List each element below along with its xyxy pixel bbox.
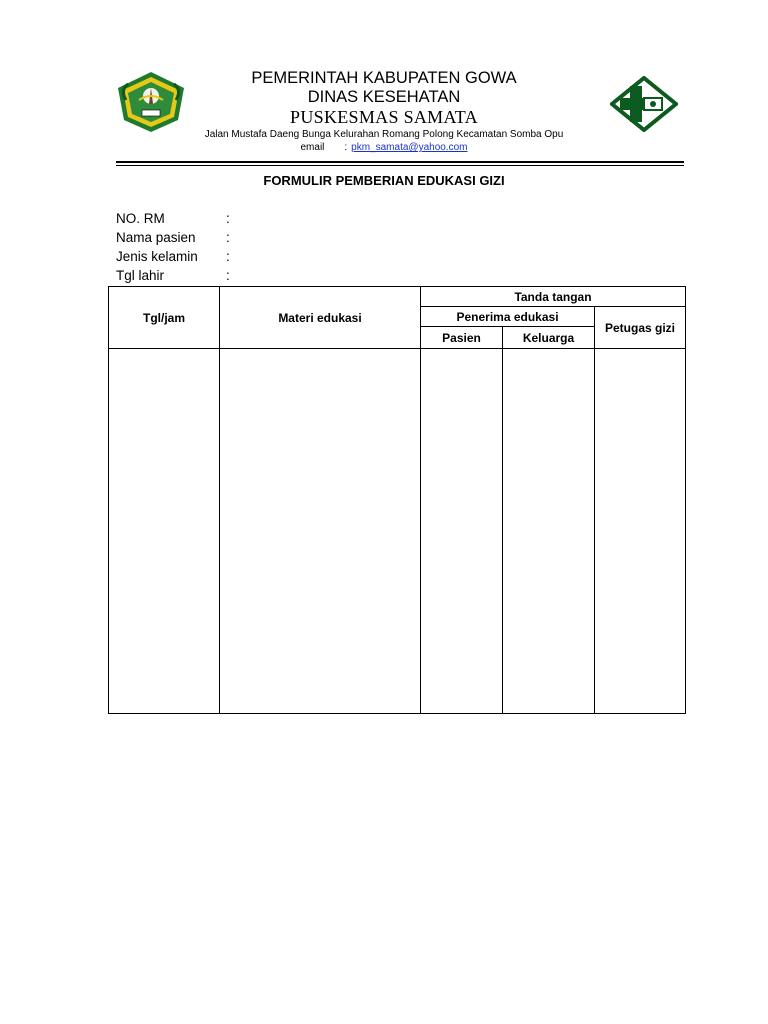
col-header-pasien: Pasien <box>421 327 503 349</box>
col-header-keluarga: Keluarga <box>503 327 595 349</box>
field-colon: : <box>226 230 230 245</box>
field-label: Jenis kelamin <box>116 249 198 264</box>
col-header-petugas: Petugas gizi <box>595 307 686 349</box>
header-address: Jalan Mustafa Daeng Bunga Kelurahan Romang Polong Kecamatan Somba Opu <box>204 129 564 140</box>
cell-tgl-jam[interactable] <box>109 349 220 714</box>
field-label: Tgl lahir <box>116 268 165 283</box>
field-colon: : <box>226 268 230 283</box>
col-header-materi: Materi edukasi <box>220 287 421 349</box>
cell-keluarga[interactable] <box>503 349 595 714</box>
education-table <box>108 286 686 714</box>
cell-pasien[interactable] <box>421 349 503 714</box>
field-jenis-kelamin <box>116 249 230 264</box>
form-title: FORMULIR PEMBERIAN EDUKASI GIZI <box>263 173 505 188</box>
cell-materi[interactable] <box>220 349 421 714</box>
email-label: email <box>300 142 325 153</box>
field-colon: : <box>226 249 230 264</box>
col-header-tanda-tangan: Tanda tangan <box>421 287 686 307</box>
header-puskesmas: PUSKESMAS SAMATA <box>290 107 478 127</box>
field-no-rm <box>116 211 230 226</box>
field-label: Nama pasien <box>116 230 196 245</box>
field-nama-pasien <box>116 230 230 245</box>
email-colon: : <box>344 142 348 153</box>
field-tgl-lahir <box>116 268 230 283</box>
field-label: NO. RM <box>116 211 165 226</box>
col-header-penerima: Penerima edukasi <box>421 307 595 327</box>
email-link[interactable]: pkm_samata@yahoo.com <box>351 142 468 153</box>
cell-petugas[interactable] <box>595 349 686 714</box>
header-government: PEMERINTAH KABUPATEN GOWA <box>251 69 517 87</box>
field-colon: : <box>226 211 230 226</box>
header-email-line <box>0 142 768 153</box>
header-department: DINAS KESEHATAN <box>307 88 461 106</box>
col-header-tgl-jam: Tgl/jam <box>109 287 220 349</box>
header-divider-thin <box>116 165 684 166</box>
header-divider-thick <box>116 161 684 163</box>
